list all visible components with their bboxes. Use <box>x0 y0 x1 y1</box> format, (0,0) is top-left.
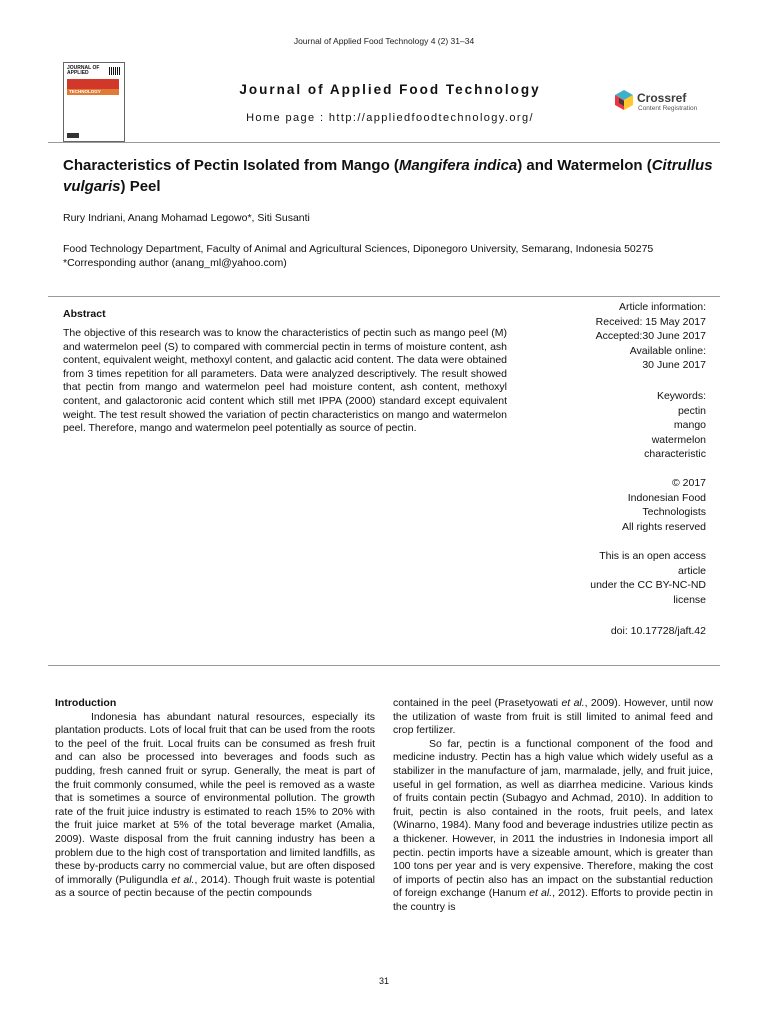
header-divider <box>48 142 720 143</box>
cover-band-text: TECHNOLOGY <box>67 89 119 95</box>
page-number: 31 <box>378 976 389 986</box>
license-line: article <box>677 564 706 577</box>
intro-text-3b: , 2012). Efforts to provide pectin in the country is <box>393 887 713 913</box>
journal-cover-thumbnail <box>63 62 125 142</box>
abstract-text: The objective of this research was to know the characteristics of pectin such as mango peel (M) and watermelon peel (S) to compared with commercial pectin in terms of moisture content, ash content, equivalent weight, methoxyl content, and galactic acid content. The data were obtained from 3 times repetition for all parameters. Data were analyzed descriptively. The result showed that pectin from mango and watermelon peel had moisture content, ash content, methoxyl content, and galactoronic acid content which still met IPPA (2000) standard except equivalent weight. The test result showed the variation of pectin characteristics on mango and watermelon peel. Therefore, mango and watermelon peel potentially as source of pectin. <box>63 327 508 435</box>
title-part-3: ) Peel <box>120 178 161 195</box>
info-received: Received: 15 May 2017 <box>595 315 706 328</box>
title-part-1: Characteristics of Pectin Isolated from Mango ( <box>63 157 399 174</box>
title-part-2: ) and Watermelon ( <box>517 157 652 174</box>
crossref-name: Crossref <box>637 91 687 105</box>
citation-et-al: et al. <box>561 697 585 709</box>
intro-paragraph-1 <box>55 711 375 901</box>
title-species-mango: Mangifera indica <box>398 157 518 174</box>
cover-red-band <box>67 79 119 89</box>
paper-title <box>63 155 713 197</box>
journal-homepage: Home page : http://appliedfoodtechnology.org/ <box>246 112 534 124</box>
citation-et-al: et al. <box>529 887 553 900</box>
intro-paragraph-1-continued <box>393 697 713 738</box>
copyright-line: Technologists <box>642 506 706 518</box>
keyword-item: characteristic <box>644 448 706 460</box>
barcode-icon <box>109 67 121 75</box>
crossref-subtitle: Content Registration <box>638 105 698 112</box>
info-heading: Article information: <box>619 301 706 313</box>
info-available-date: 30 June 2017 <box>642 359 706 371</box>
copyright-block <box>540 476 706 534</box>
title-species-watermelon: Citrullus vulgaris <box>63 157 713 195</box>
body-divider <box>48 665 720 666</box>
cover-publisher-logo <box>67 133 79 138</box>
cover-title-text: JOURNAL OF APPLIED <box>67 65 100 76</box>
keyword-item: pectin <box>677 404 706 417</box>
intro-text-3a: So far, pectin is a functional component of the food and medicine industry. Pectin has a high value which widely useful as a stabilizer in the manufacture of jam, marmalade, jelly, and fruit juice, useful in gel formation, as well as diarrhea medicine. Various kinds of fruits contain pectin (Subagyo and Achmad, 2010). In addition to fruit, pectin is also contained in the roots, fruit peels, and latex (Winarno, 1984). Many food and beverage industries utilize pectin as a thickener. However, in 2011 the industries in Indonesia import all pectin. pectin imports have a sizeable amount, which is greater than 100 tons per year and is very expensive. Therefore, making the cost of imports of pectin also has an impact on the substantial reduction of foreign exchange (Hanum <box>393 737 713 900</box>
crossref-logo <box>613 88 703 124</box>
license-block <box>540 549 706 607</box>
article-information <box>540 300 706 373</box>
author-list: Rury Indriani, Anang Mohamad Legowo*, Siti Susanti <box>63 212 310 224</box>
doi-text: doi: 10.17728/jaft.42 <box>610 625 706 637</box>
keyword-item: watermelon <box>651 433 706 446</box>
info-available-label: Available online: <box>629 344 706 357</box>
affiliation-block <box>63 243 713 270</box>
crossref-icon <box>613 88 635 112</box>
running-head: Journal of Applied Food Technology 4 (2) 31–34 <box>293 36 475 46</box>
license-line: This is an open access <box>599 550 706 562</box>
license-line: license <box>673 593 706 606</box>
intro-text-2b: , 2009). However, until now the utilization of waste from fruit is still limited to animal feed and crop fertilizer. <box>393 697 713 737</box>
keywords-heading: Keywords: <box>656 390 706 402</box>
intro-paragraph-2 <box>393 738 713 915</box>
intro-text-2a: contained in the peel (Prasetyowati <box>393 697 562 709</box>
license-line: under the CC BY-NC-ND <box>590 579 706 591</box>
intro-text-1a: Indonesia has abundant natural resources, especially its plantation products. Lots of local fruit that can be used from the roots to the peel of the fruit. Local fruits can be consumed as fresh fruit and can also be processed into beverages and foods such as pudding, fresh canned fruit or syrup. Generally, the meat is part of the fruit commonly consumed, while the peel is removed as a waste that is sometimes a source of environmental pollution. The growth rate of the fruit juice industry is estimated to reach 15% to 20% with the fruit juice market at 5% of the total beverage market (Amalia, 2009). Waste disposal from the fruit canning industry has been a problem due to the high cost of transportation and limited landfills, as these by-products carry no commercial value, but are often disposed of immorally (Puligundla <box>55 710 375 886</box>
corresponding-author: *Corresponding author (anang_ml@yahoo.com) <box>63 256 287 269</box>
intro-text-1b: , 2014). Though fruit waste is potential as a source of pectin because of the pectin compounds <box>55 873 375 900</box>
body-column-right <box>393 697 713 915</box>
citation-et-al: et al. <box>171 873 195 886</box>
keywords-block <box>540 389 706 462</box>
keyword-item: mango <box>673 419 706 431</box>
abstract-heading: Abstract <box>63 308 106 320</box>
copyright-line: Indonesian Food <box>627 491 706 504</box>
affiliation: Food Technology Department, Faculty of Animal and Agricultural Sciences, Diponegoro University, Semarang, Indonesia 50275 <box>63 243 654 255</box>
info-accepted: Accepted:30 June 2017 <box>595 330 706 342</box>
copyright-line: All rights reserved <box>621 520 706 533</box>
copyright-year: © 2017 <box>671 477 706 489</box>
doi-block <box>540 624 706 639</box>
introduction-heading: Introduction <box>55 697 117 709</box>
body-column-left <box>55 697 375 901</box>
abstract-divider <box>48 296 720 297</box>
journal-title: Journal of Applied Food Technology <box>239 82 541 97</box>
